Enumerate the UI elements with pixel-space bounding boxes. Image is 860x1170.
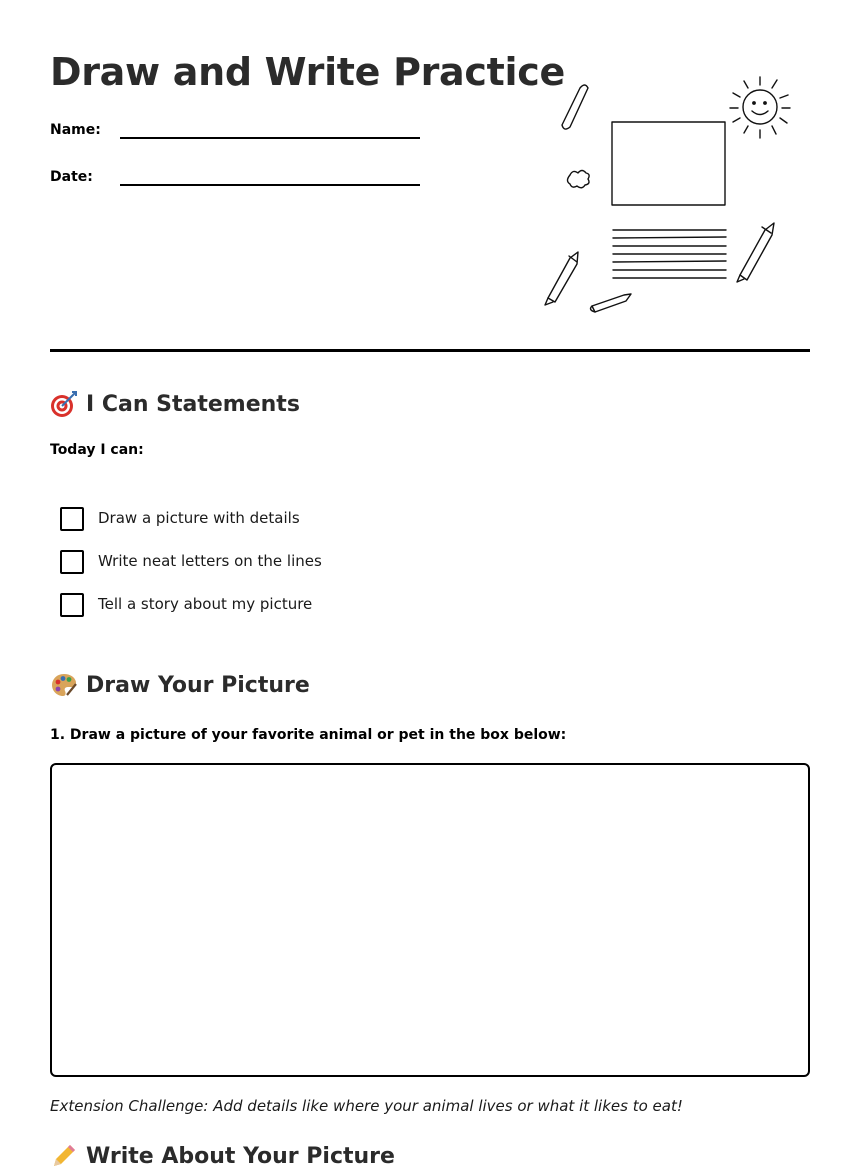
draw-picture-title: Draw Your Picture bbox=[86, 672, 310, 698]
palette-icon bbox=[50, 671, 78, 699]
pencil-doodle-icon bbox=[562, 85, 588, 129]
checkbox-label: Write neat letters on the lines bbox=[98, 552, 322, 570]
page-title: Draw and Write Practice bbox=[50, 50, 565, 94]
name-line[interactable] bbox=[120, 137, 420, 139]
checkbox[interactable] bbox=[60, 593, 84, 617]
name-label: Name: bbox=[50, 122, 101, 138]
worksheet-page bbox=[50, 0, 810, 1169]
today-i-can-label: Today I can: bbox=[50, 442, 144, 458]
target-icon bbox=[50, 390, 78, 418]
pencil-icon bbox=[50, 1142, 78, 1170]
sun-icon bbox=[730, 77, 790, 138]
list-item[interactable] bbox=[60, 550, 560, 593]
pencil-doodle-icon bbox=[737, 223, 774, 282]
checkbox-label: Tell a story about my picture bbox=[98, 595, 313, 613]
can-statements-list bbox=[60, 507, 560, 636]
date-field[interactable] bbox=[50, 169, 430, 199]
pencil-doodle-icon bbox=[591, 294, 631, 312]
header-divider bbox=[50, 349, 810, 352]
date-line[interactable] bbox=[120, 184, 420, 186]
draw-prompt: 1. Draw a picture of your favorite animal or pet in the box below: bbox=[50, 727, 567, 743]
can-statements-title: I Can Statements bbox=[86, 391, 300, 417]
doodle-illustration bbox=[540, 70, 800, 320]
write-picture-title: Write About Your Picture bbox=[86, 1143, 395, 1169]
pencil-doodle-icon bbox=[545, 252, 578, 305]
list-item[interactable] bbox=[60, 507, 560, 550]
checkbox[interactable] bbox=[60, 507, 84, 531]
extension-challenge: Extension Challenge: Add details like where your animal lives or what it likes to eat! bbox=[50, 1097, 683, 1115]
write-picture-heading bbox=[50, 1142, 395, 1170]
checkbox[interactable] bbox=[60, 550, 84, 574]
date-label: Date: bbox=[50, 169, 93, 185]
can-statements-heading bbox=[50, 390, 300, 418]
lines-doodle-icon bbox=[613, 230, 726, 278]
drawing-box[interactable] bbox=[50, 763, 810, 1077]
cloud-doodle-icon bbox=[568, 171, 590, 188]
frame-doodle-icon bbox=[612, 122, 725, 205]
draw-picture-heading bbox=[50, 671, 310, 699]
list-item[interactable] bbox=[60, 593, 560, 636]
name-field[interactable] bbox=[50, 122, 430, 152]
checkbox-label: Draw a picture with details bbox=[98, 509, 300, 527]
